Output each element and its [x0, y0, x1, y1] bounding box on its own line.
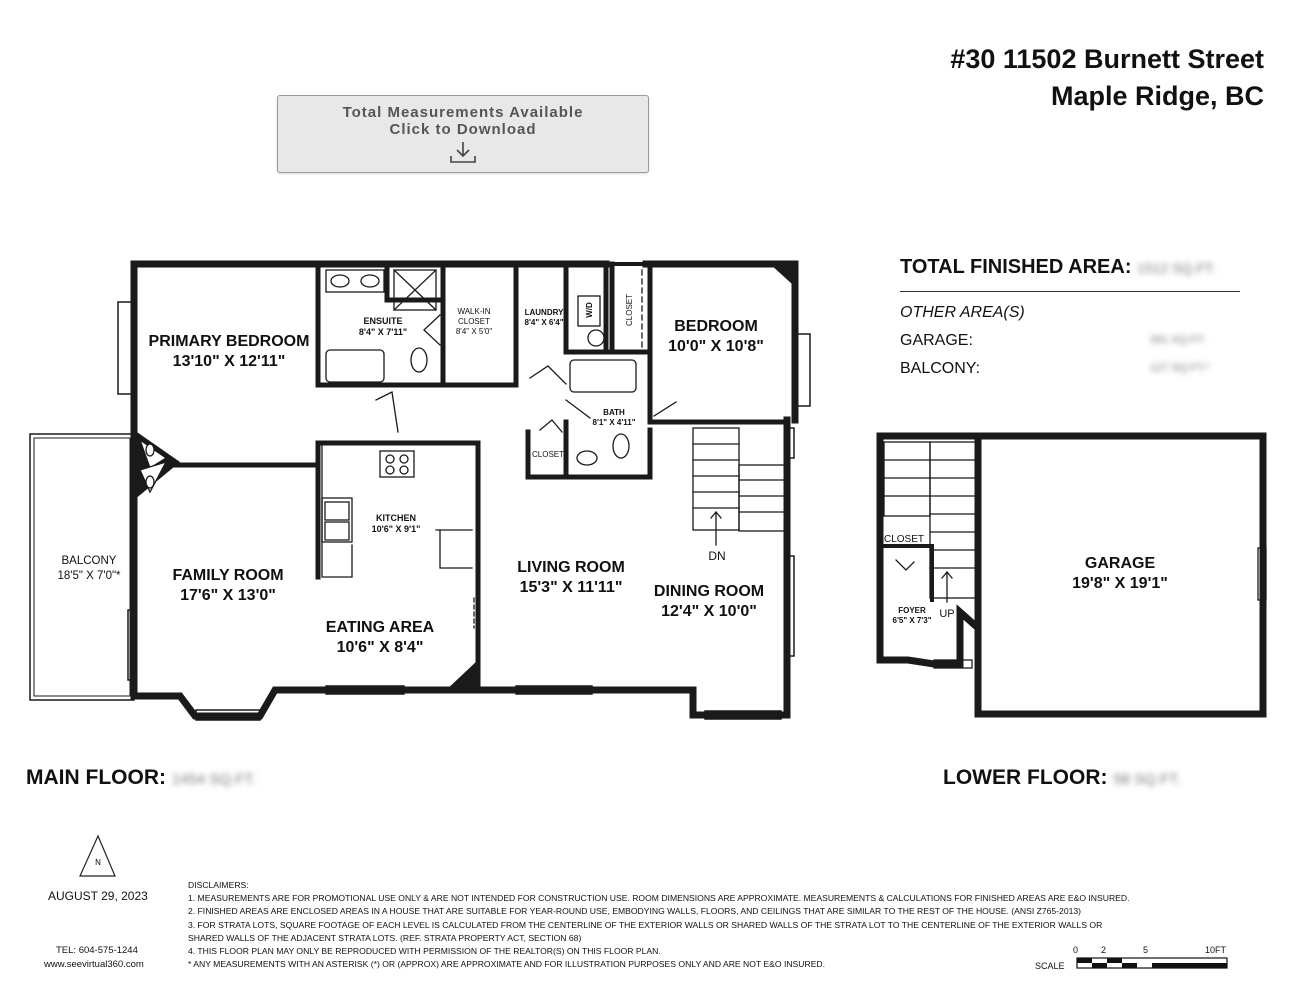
address-line-2: Maple Ridge, BC	[1050, 81, 1264, 111]
compass-icon	[80, 836, 115, 876]
living-room-label: LIVING ROOM 15'3" X 11'11"	[517, 559, 625, 596]
disclaimer-item: 4. THIS FLOOR PLAN MAY ONLY BE REPRODUCED WITH PERMISSION OF THE REALTOR(S) ON THIS FLOOR PLAN.	[188, 946, 661, 957]
main-stairs	[693, 428, 787, 545]
closet-vertical-label: CLOSET	[625, 293, 635, 327]
download-button-line-1: Total Measurements Available	[342, 104, 584, 121]
disclaimers-heading: DISCLAIMERS:	[188, 880, 249, 890]
laundry-label: LAUNDRY 8'4" X 6'4"	[524, 308, 564, 327]
total-finished-area-value: 1512 SQ.FT.	[1137, 260, 1216, 276]
kitchen-label: KITCHEN 10'6" X 9'1"	[371, 513, 421, 534]
lower-floor-area-value: 58 SQ.FT.	[1113, 771, 1181, 788]
scale-tick-10ft: 10FT	[1205, 945, 1227, 955]
disclaimer-item: * ANY MEASUREMENTS WITH AN ASTERISK (*) OR (APPROX) ARE APPROXIMATE AND FOR ILLUSTRATION PURPOSES ONLY AND ARE NOT E&O INSURED.	[188, 959, 826, 970]
disclaimers	[188, 879, 1188, 971]
scale-tick-0: 0	[1073, 945, 1079, 955]
download-button-line-2: Click to Download	[389, 121, 537, 138]
bath-label: BATH 8'1" X 4'11"	[592, 408, 636, 427]
stairs-up-label: UP	[939, 608, 955, 620]
disclaimer-item: 2. FINISHED AREAS ARE ENCLOSED AREAS IN A HOUSE THAT ARE SUITABLE FOR YEAR-ROUND USE, EMBODYING WALLS, FLOORS, AND CEILINGS THAT ARE SIMILAR TO THE REST OF THE HOUSE. (ANSI Z765-2013)	[188, 906, 1082, 917]
total-finished-area: TOTAL FINISHED AREA: 1512 SQ.FT.	[900, 256, 1216, 278]
foyer-label: FOYER 6'5" X 7'3"	[892, 606, 932, 625]
family-room-label: FAMILY ROOM 17'6" X 13'0"	[172, 567, 284, 604]
disclaimer-item: SHARED WALLS OF THE ADJACENT STRATA LOTS. (REF. STRATA PROPERTY ACT, SECTION 68)	[188, 932, 582, 943]
scale-tick-2: 2	[1101, 945, 1107, 955]
bedroom-label: BEDROOM 10'0" X 10'8"	[668, 318, 764, 355]
balcony-label: BALCONY 18'5" X 7'0"*	[57, 555, 121, 582]
closet-lower-label: CLOSET	[883, 534, 925, 545]
washer-dryer-label: W/D	[584, 302, 594, 318]
main-floor-area-value: 1454 SQ.FT.	[171, 771, 257, 788]
scale-label: SCALE	[1035, 961, 1065, 971]
main-floor-area: MAIN FLOOR: 1454 SQ.FT.	[26, 766, 257, 789]
lower-floor-area: LOWER FLOOR: 58 SQ.FT.	[943, 766, 1181, 789]
eating-area-label: EATING AREA 10'6" X 8'4"	[325, 619, 435, 656]
contact-website[interactable]: www.seevirtual360.com	[44, 959, 144, 970]
stairs-down-label: DN	[708, 549, 726, 563]
garage-label: GARAGE 19'8" X 19'1"	[1072, 555, 1168, 592]
contact-tel: TEL: 604-575-1244	[56, 945, 138, 956]
dining-room-label: DINING ROOM 12'4" X 10'0"	[653, 583, 765, 620]
primary-bedroom-label: PRIMARY BEDROOM 13'10" X 12'11"	[148, 333, 310, 370]
garage-area-label: GARAGE:	[900, 332, 973, 349]
ensuite-label: ENSUITE 8'4" X 7'11"	[358, 316, 408, 337]
plan-date: AUGUST 29, 2023	[48, 889, 148, 903]
disclaimer-item: 3. FOR STRATA LOTS, SQUARE FOOTAGE OF EACH LEVEL IS CALCULATED FROM THE CENTERLINE OF THE EXTERIOR WALLS OR SHARED WALLS OF THE STRATA LOT TO THE CENTERLINE OF THE EXTERIOR WALLS OR	[188, 919, 1103, 930]
address-line-1: #30 11502 Burnett Street	[950, 44, 1264, 74]
garage-area-value: 391 SQ.FT.	[1150, 334, 1206, 346]
disclaimer-item: 1. MEASUREMENTS ARE FOR PROMOTIONAL USE ONLY & ARE NOT INTENDED FOR CONSTRUCTION USE. ROOM DIMENSIONS ARE APPROXIMATE. MEASUREMENTS & CALCULATIONS FOR FINISHED AREAS ARE E&O INSURED.	[188, 893, 1130, 904]
area-divider	[900, 291, 1240, 292]
balcony-area-label: BALCONY:	[900, 360, 981, 377]
balcony-area-value: 127 SQ.FT.*	[1150, 362, 1210, 374]
other-areas-label: OTHER AREA(S)	[900, 304, 1025, 321]
scale-tick-5: 5	[1143, 945, 1149, 955]
compass-n-label: N	[95, 858, 101, 867]
closet-small-label: CLOSET	[531, 450, 565, 459]
walk-in-closet-label: WALK-IN CLOSET 8'4" X 5'0"	[455, 307, 493, 336]
